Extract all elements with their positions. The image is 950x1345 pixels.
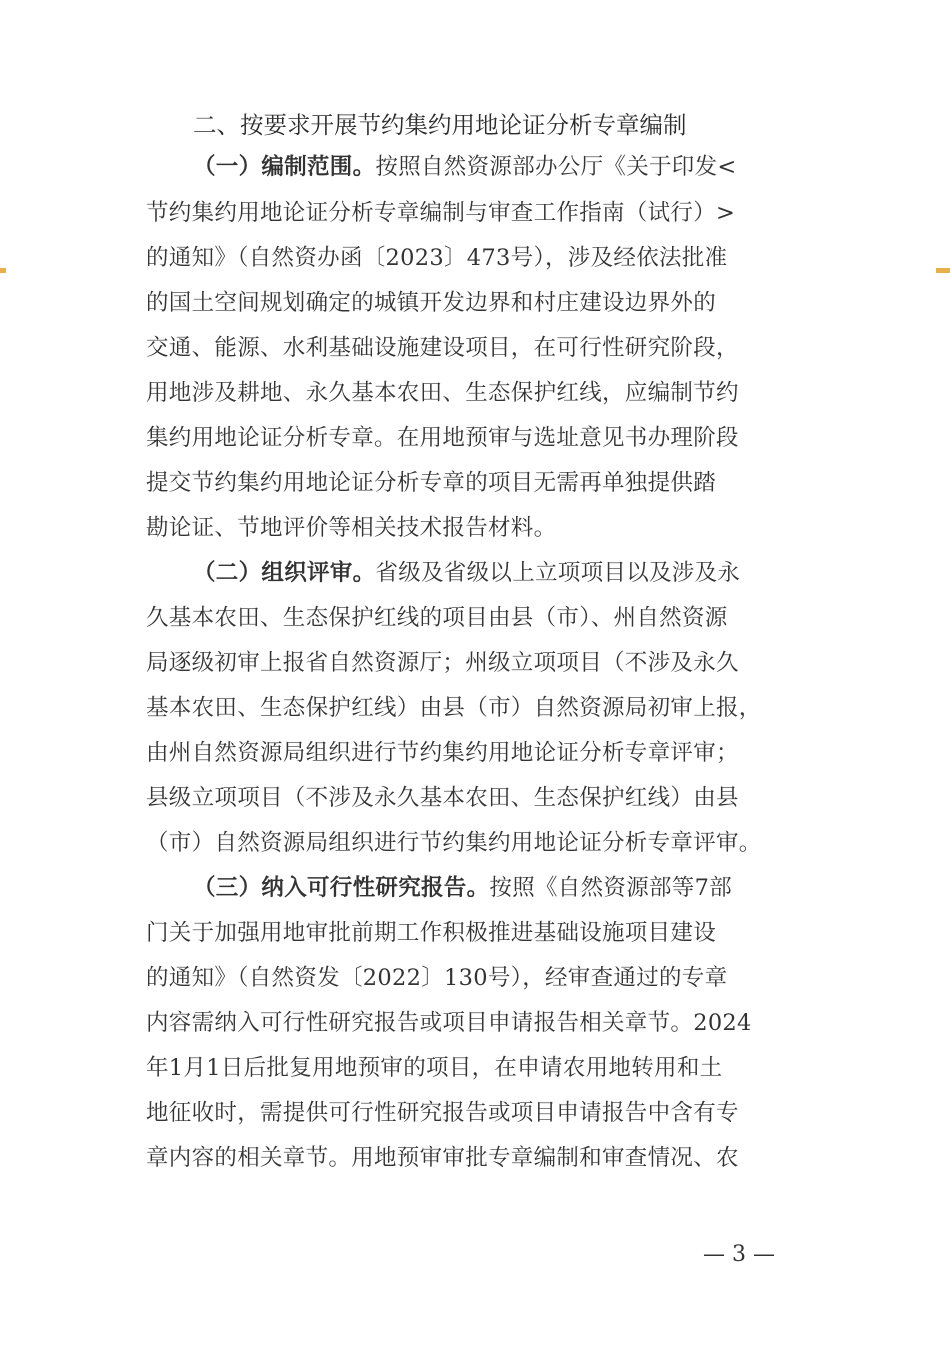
paragraph-1-first-line	[193, 152, 806, 182]
paragraph-2-title: （二）组织评审。	[193, 560, 376, 586]
paragraph-2-line: 县级立项项目（不涉及永久基本农田、生态保护红线）由县	[146, 785, 739, 811]
section-heading: 二、按要求开展节约集约用地论证分析专章编制	[193, 111, 687, 139]
paragraph-2-line: 基本农田、生态保护红线）由县（市）自然资源局初审上报，	[146, 695, 762, 721]
paragraph-1-line: 集约用地论证分析专章。在用地预审与选址意见书办理阶段	[146, 425, 739, 451]
binding-mark-right	[936, 268, 950, 273]
paragraph-2-text: 省级及省级以上立项项目以及涉及永	[375, 560, 741, 586]
paragraph-3-line: 地征收时，需提供可行性研究报告或项目申请报告中含有专	[146, 1100, 739, 1126]
paragraph-2-line: 局逐级初审上报省自然资源厅；州级立项项目（不涉及永久	[146, 650, 739, 676]
binding-mark-left	[0, 268, 6, 273]
paragraph-1-line: 交通、能源、水利基础设施建设项目，在可行性研究阶段，	[146, 335, 739, 361]
paragraph-1-line: 用地涉及耕地、永久基本农田、生态保护红线，应编制节约	[146, 380, 739, 406]
paragraph-2-first-line	[193, 558, 806, 588]
paragraph-3-title: （三）纳入可行性研究报告。	[193, 875, 490, 901]
paragraph-3-text: 按照《自然资源部等7部	[489, 875, 733, 901]
paragraph-1-title: （一）编制范围。	[193, 154, 376, 180]
paragraph-3-line: 的通知》（自然资发〔2022〕130号），经审查通过的专章	[146, 965, 728, 991]
paragraph-2-line: 由州自然资源局组织进行节约集约用地论证分析专章评审；	[146, 740, 739, 766]
paragraph-1-line: 节约集约用地论证分析专章编制与审查工作指南（试行）>	[146, 200, 736, 226]
paragraph-3-line: 门关于加强用地审批前期工作积极推进基础设施项目建设	[146, 920, 717, 946]
paragraph-2-line: （市）自然资源局组织进行节约集约用地论证分析专章评审。	[146, 830, 762, 856]
paragraph-3-line: 内容需纳入可行性研究报告或项目申请报告相关章节。2024	[146, 1010, 752, 1036]
paragraph-3-line: 章内容的相关章节。用地预审审批专章编制和审查情况、农	[146, 1145, 739, 1171]
paragraph-3-first-line	[193, 873, 806, 903]
paragraph-3-line: 年1月1日后批复用地预审的项目，在申请农用地转用和土	[146, 1055, 723, 1081]
paragraph-1-line: 勘论证、节地评价等相关技术报告材料。	[146, 515, 557, 541]
paragraph-1-text: 按照自然资源部办公厅《关于印发<	[375, 154, 737, 180]
paragraph-1-line: 的国土空间规划确定的城镇开发边界和村庄建设边界外的	[146, 290, 717, 316]
paragraph-2-line: 久基本农田、生态保护红线的项目由县（市）、州自然资源	[146, 605, 728, 631]
page-number: — 3 —	[703, 1242, 775, 1267]
paragraph-1-line: 提交节约集约用地论证分析专章的项目无需再单独提供踏	[146, 470, 717, 496]
paragraph-1-line: 的通知》（自然资办函〔2023〕473号），涉及经依法批准	[146, 245, 728, 271]
